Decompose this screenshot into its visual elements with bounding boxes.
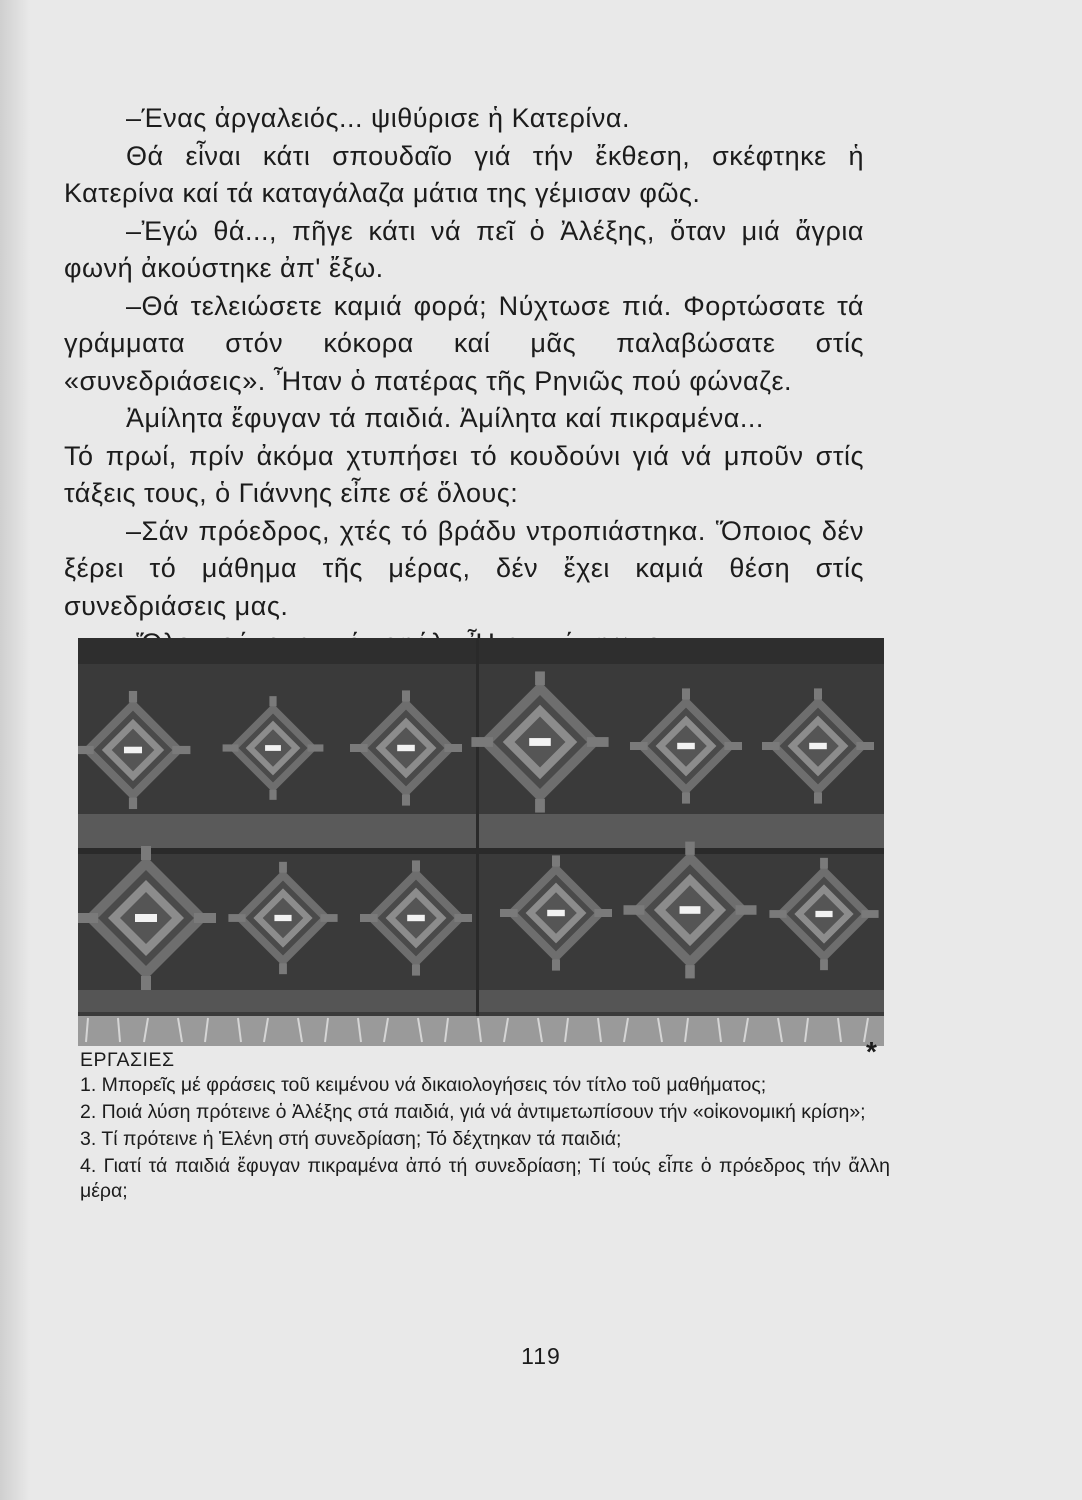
exercises-marker: * xyxy=(866,1036,877,1067)
exercise-item: 4. Γιατί τά παιδιά ἔφυγαν πικραμένα ἀπό τή συνεδρίαση; Τί τούς εἶπε ὁ πρόεδρος τήν ἄλλη μέρα; xyxy=(80,1155,890,1202)
story-paragraph: –Θά τελειώσετε καμιά φορά; Νύχτωσε πιά. Φορτώσατε τά γράμματα στόν κόκορα καί μᾶς παλαβώσατε στίς «συνεδριάσεις». Ἦταν ὁ πατέρας τῆς Ρηνιῶς πού φώναζε. xyxy=(64,290,864,396)
page-edge-shadow xyxy=(0,0,30,1500)
rug-pattern xyxy=(78,638,884,1046)
story-paragraph: –Σάν πρόεδρος, χτές τό βράδυ ντροπιάστηκα. Ὅποιος δέν ξέρει τό μάθημα τῆς μέρας, δέν ἔχει καμιά θέση στίς συνεδριάσεις μας. xyxy=(64,515,864,621)
story-paragraph: –Ἐγώ θά..., πῆγε κάτι νά πεῖ ὁ Ἀλέξης, ὅταν μιά ἄγρια φωνή ἀκούστηκε ἀπ' ἔξω. xyxy=(64,215,864,283)
woven-rug-photo xyxy=(78,638,884,1046)
story-text xyxy=(64,100,864,663)
exercises-section xyxy=(80,1048,890,1206)
story-paragraph: Τό πρωί, πρίν ἀκόμα χτυπήσει τό κουδούνι γιά νά μποῦν στίς τάξεις τους, ὁ Γιάννης εἶπε σέ ὅλους: xyxy=(64,440,864,508)
exercises-list xyxy=(80,1073,890,1204)
exercise-item: 1. Μπορεῖς μέ φράσεις τοῦ κειμένου νά δικαιολογήσεις τόν τίτλο τοῦ μαθήματος; xyxy=(80,1074,767,1096)
page-number: 119 xyxy=(521,1343,561,1369)
story-paragraph: Ἀμίλητα ἔφυγαν τά παιδιά. Ἀμίλητα καί πικραμένα... xyxy=(126,403,764,433)
story-paragraph: Θά εἶναι κάτι σπουδαῖο γιά τήν ἔκθεση, σκέφτηκε ἡ Κατερίνα καί τά καταγάλαζα μάτια της γέμισαν φῶς. xyxy=(64,140,864,208)
exercise-item: 3. Τί πρότεινε ἡ Ἑλένη στή συνεδρίαση; Τό δέχτηκαν τά παιδιά; xyxy=(80,1128,622,1150)
exercises-heading: ΕΡΓΑΣΙΕΣ xyxy=(80,1049,175,1071)
story-paragraph: –Ένας ἀργαλειός... ψιθύρισε ἡ Κατερίνα. xyxy=(126,103,631,133)
exercise-item: 2. Ποιά λύση πρότεινε ὁ Ἀλέξης στά παιδιά, γιά νά ἀντιμετωπίσουν τήν «οἰκονομική κρίση»; xyxy=(80,1101,866,1123)
